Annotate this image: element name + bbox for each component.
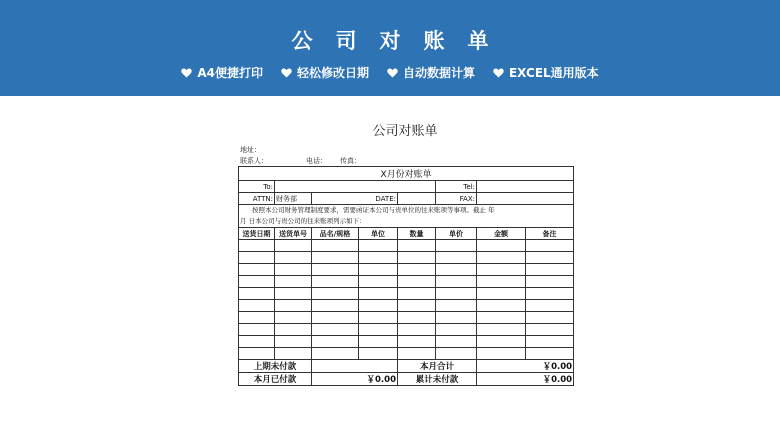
cumulative-unpaid-value: ￥0.00	[477, 373, 574, 386]
feature-item	[493, 64, 599, 81]
table-cell[interactable]	[239, 312, 275, 324]
table-cell[interactable]	[239, 252, 275, 264]
table-cell[interactable]	[398, 252, 436, 264]
table-cell[interactable]	[436, 252, 477, 264]
table-row	[239, 264, 574, 276]
table-cell[interactable]	[239, 240, 275, 252]
table-cell[interactable]	[359, 252, 398, 264]
table-row	[239, 336, 574, 348]
item-rows	[239, 240, 574, 360]
table-cell[interactable]	[477, 264, 526, 276]
table-cell[interactable]	[526, 288, 574, 300]
table-cell[interactable]	[275, 336, 312, 348]
table-cell[interactable]	[526, 324, 574, 336]
to-value[interactable]	[275, 181, 436, 193]
table-cell[interactable]	[239, 264, 275, 276]
month-paid-value: ￥0.00	[312, 373, 398, 386]
table-cell[interactable]	[312, 336, 359, 348]
notice-line-2: 月 日本公司与贵公司的往来账项列示如下：	[240, 217, 366, 225]
cumulative-unpaid-label: 累计未付款	[398, 373, 477, 386]
fax-label-cell: FAX:	[436, 193, 477, 205]
table-cell[interactable]	[312, 300, 359, 312]
attn-value[interactable]: 财务部	[275, 193, 312, 205]
phone-label: 电话：	[306, 157, 327, 165]
table-cell[interactable]	[359, 336, 398, 348]
table-cell[interactable]	[398, 276, 436, 288]
month-total-label: 本月合计	[398, 360, 477, 373]
table-cell[interactable]	[359, 264, 398, 276]
column-header-row	[239, 228, 574, 240]
table-cell[interactable]	[275, 288, 312, 300]
table-row	[239, 312, 574, 324]
table-cell[interactable]	[398, 312, 436, 324]
contact-line	[240, 156, 361, 166]
table-row	[239, 300, 574, 312]
table-cell[interactable]	[398, 300, 436, 312]
table-cell[interactable]	[239, 336, 275, 348]
table-cell[interactable]	[398, 264, 436, 276]
feature-item	[181, 64, 263, 81]
feature-label: A4便捷打印	[197, 66, 263, 80]
table-cell[interactable]	[275, 300, 312, 312]
fax-value[interactable]	[477, 193, 574, 205]
table-cell[interactable]	[526, 300, 574, 312]
table-cell[interactable]	[526, 252, 574, 264]
to-label: To:	[239, 181, 275, 193]
table-cell[interactable]	[359, 240, 398, 252]
attn-row	[239, 193, 574, 205]
heart-icon	[181, 68, 192, 78]
table-cell[interactable]	[359, 276, 398, 288]
prev-unpaid-value	[312, 360, 398, 373]
table-cell[interactable]	[275, 348, 312, 360]
table-cell[interactable]	[477, 324, 526, 336]
table-cell[interactable]	[275, 312, 312, 324]
table-cell[interactable]	[477, 336, 526, 348]
table-cell[interactable]	[477, 312, 526, 324]
table-cell[interactable]	[526, 336, 574, 348]
table-cell[interactable]	[359, 312, 398, 324]
feature-label: 自动数据计算	[402, 66, 475, 80]
table-cell[interactable]	[312, 240, 359, 252]
table-cell[interactable]	[526, 312, 574, 324]
table-cell[interactable]	[477, 240, 526, 252]
heart-icon	[281, 68, 292, 78]
table-cell[interactable]	[275, 252, 312, 264]
table-cell[interactable]	[359, 348, 398, 360]
date-label: DATE:	[312, 193, 398, 205]
feature-list	[0, 64, 780, 81]
table-row	[239, 288, 574, 300]
heart-icon	[387, 68, 398, 78]
table-cell[interactable]	[312, 252, 359, 264]
sheet-title: X月份对账单	[239, 167, 574, 181]
column-header: 数量	[398, 228, 436, 240]
table-cell[interactable]	[477, 348, 526, 360]
table-cell[interactable]	[359, 300, 398, 312]
table-row	[239, 324, 574, 336]
notice-text	[239, 205, 574, 228]
feature-item	[387, 64, 475, 81]
contact-label: 联系人：	[240, 157, 268, 165]
table-cell[interactable]	[275, 240, 312, 252]
column-header: 金额	[477, 228, 526, 240]
address-label: 地址：	[240, 146, 261, 154]
document-title: 公司对账单	[372, 124, 438, 139]
table-cell[interactable]	[239, 288, 275, 300]
table-cell[interactable]	[526, 276, 574, 288]
fax-label: 传真：	[340, 157, 361, 165]
table-cell[interactable]	[312, 312, 359, 324]
table-cell[interactable]	[477, 276, 526, 288]
heart-icon	[493, 68, 504, 78]
attn-label: ATTN:	[239, 193, 275, 205]
table-cell[interactable]	[398, 240, 436, 252]
table-cell[interactable]	[239, 276, 275, 288]
tel-label: Tel:	[436, 181, 477, 193]
table-cell[interactable]	[239, 324, 275, 336]
table-cell[interactable]	[436, 348, 477, 360]
header-banner	[0, 0, 780, 96]
table-row	[239, 348, 574, 360]
table-cell[interactable]	[312, 324, 359, 336]
table-cell[interactable]	[526, 348, 574, 360]
table-row	[239, 240, 574, 252]
table-cell[interactable]	[526, 240, 574, 252]
column-header: 备注	[526, 228, 574, 240]
prev-unpaid-label: 上期未付款	[239, 360, 312, 373]
notice-line-1: 按照本公司财务管理制度要求，需要函证本公司与贵单位的往来账项等事项。截止 年	[252, 206, 495, 214]
date-value[interactable]	[398, 193, 436, 205]
table-cell[interactable]	[312, 276, 359, 288]
table-cell[interactable]	[275, 276, 312, 288]
table-cell[interactable]	[398, 288, 436, 300]
table-cell[interactable]	[275, 264, 312, 276]
column-header: 送货单号	[275, 228, 312, 240]
table-cell[interactable]	[312, 348, 359, 360]
table-row	[239, 276, 574, 288]
statement-table	[238, 166, 574, 386]
table-cell[interactable]	[526, 264, 574, 276]
table-cell[interactable]	[359, 288, 398, 300]
table-cell[interactable]	[477, 300, 526, 312]
column-header: 送货日期	[239, 228, 275, 240]
table-cell[interactable]	[398, 336, 436, 348]
table-cell[interactable]	[436, 276, 477, 288]
feature-label: EXCEL通用版本	[508, 66, 599, 80]
table-cell[interactable]	[436, 312, 477, 324]
month-paid-label: 本月已付款	[239, 373, 312, 386]
table-cell[interactable]	[312, 264, 359, 276]
banner-title: 公司对账单	[291, 29, 512, 53]
table-cell[interactable]	[398, 324, 436, 336]
column-header: 单位	[359, 228, 398, 240]
address-line	[240, 145, 261, 155]
table-cell[interactable]	[398, 348, 436, 360]
column-header: 单价	[436, 228, 477, 240]
table-cell[interactable]	[436, 300, 477, 312]
table-cell[interactable]	[436, 288, 477, 300]
table-cell[interactable]	[477, 252, 526, 264]
table-cell[interactable]	[436, 264, 477, 276]
table-cell[interactable]	[312, 288, 359, 300]
to-row	[239, 181, 574, 193]
table-cell[interactable]	[359, 324, 398, 336]
footer-row-2	[239, 373, 574, 386]
column-header: 品名/规格	[312, 228, 359, 240]
month-total-value: ￥0.00	[477, 360, 574, 373]
tel-value[interactable]	[477, 181, 574, 193]
table-cell[interactable]	[275, 324, 312, 336]
footer-row-1	[239, 360, 574, 373]
table-cell[interactable]	[436, 240, 477, 252]
table-cell[interactable]	[239, 300, 275, 312]
table-cell[interactable]	[239, 348, 275, 360]
table-cell[interactable]	[436, 324, 477, 336]
table-row	[239, 252, 574, 264]
table-cell[interactable]	[436, 336, 477, 348]
feature-item	[281, 64, 369, 81]
feature-label: 轻松修改日期	[296, 66, 369, 80]
table-cell[interactable]	[477, 288, 526, 300]
